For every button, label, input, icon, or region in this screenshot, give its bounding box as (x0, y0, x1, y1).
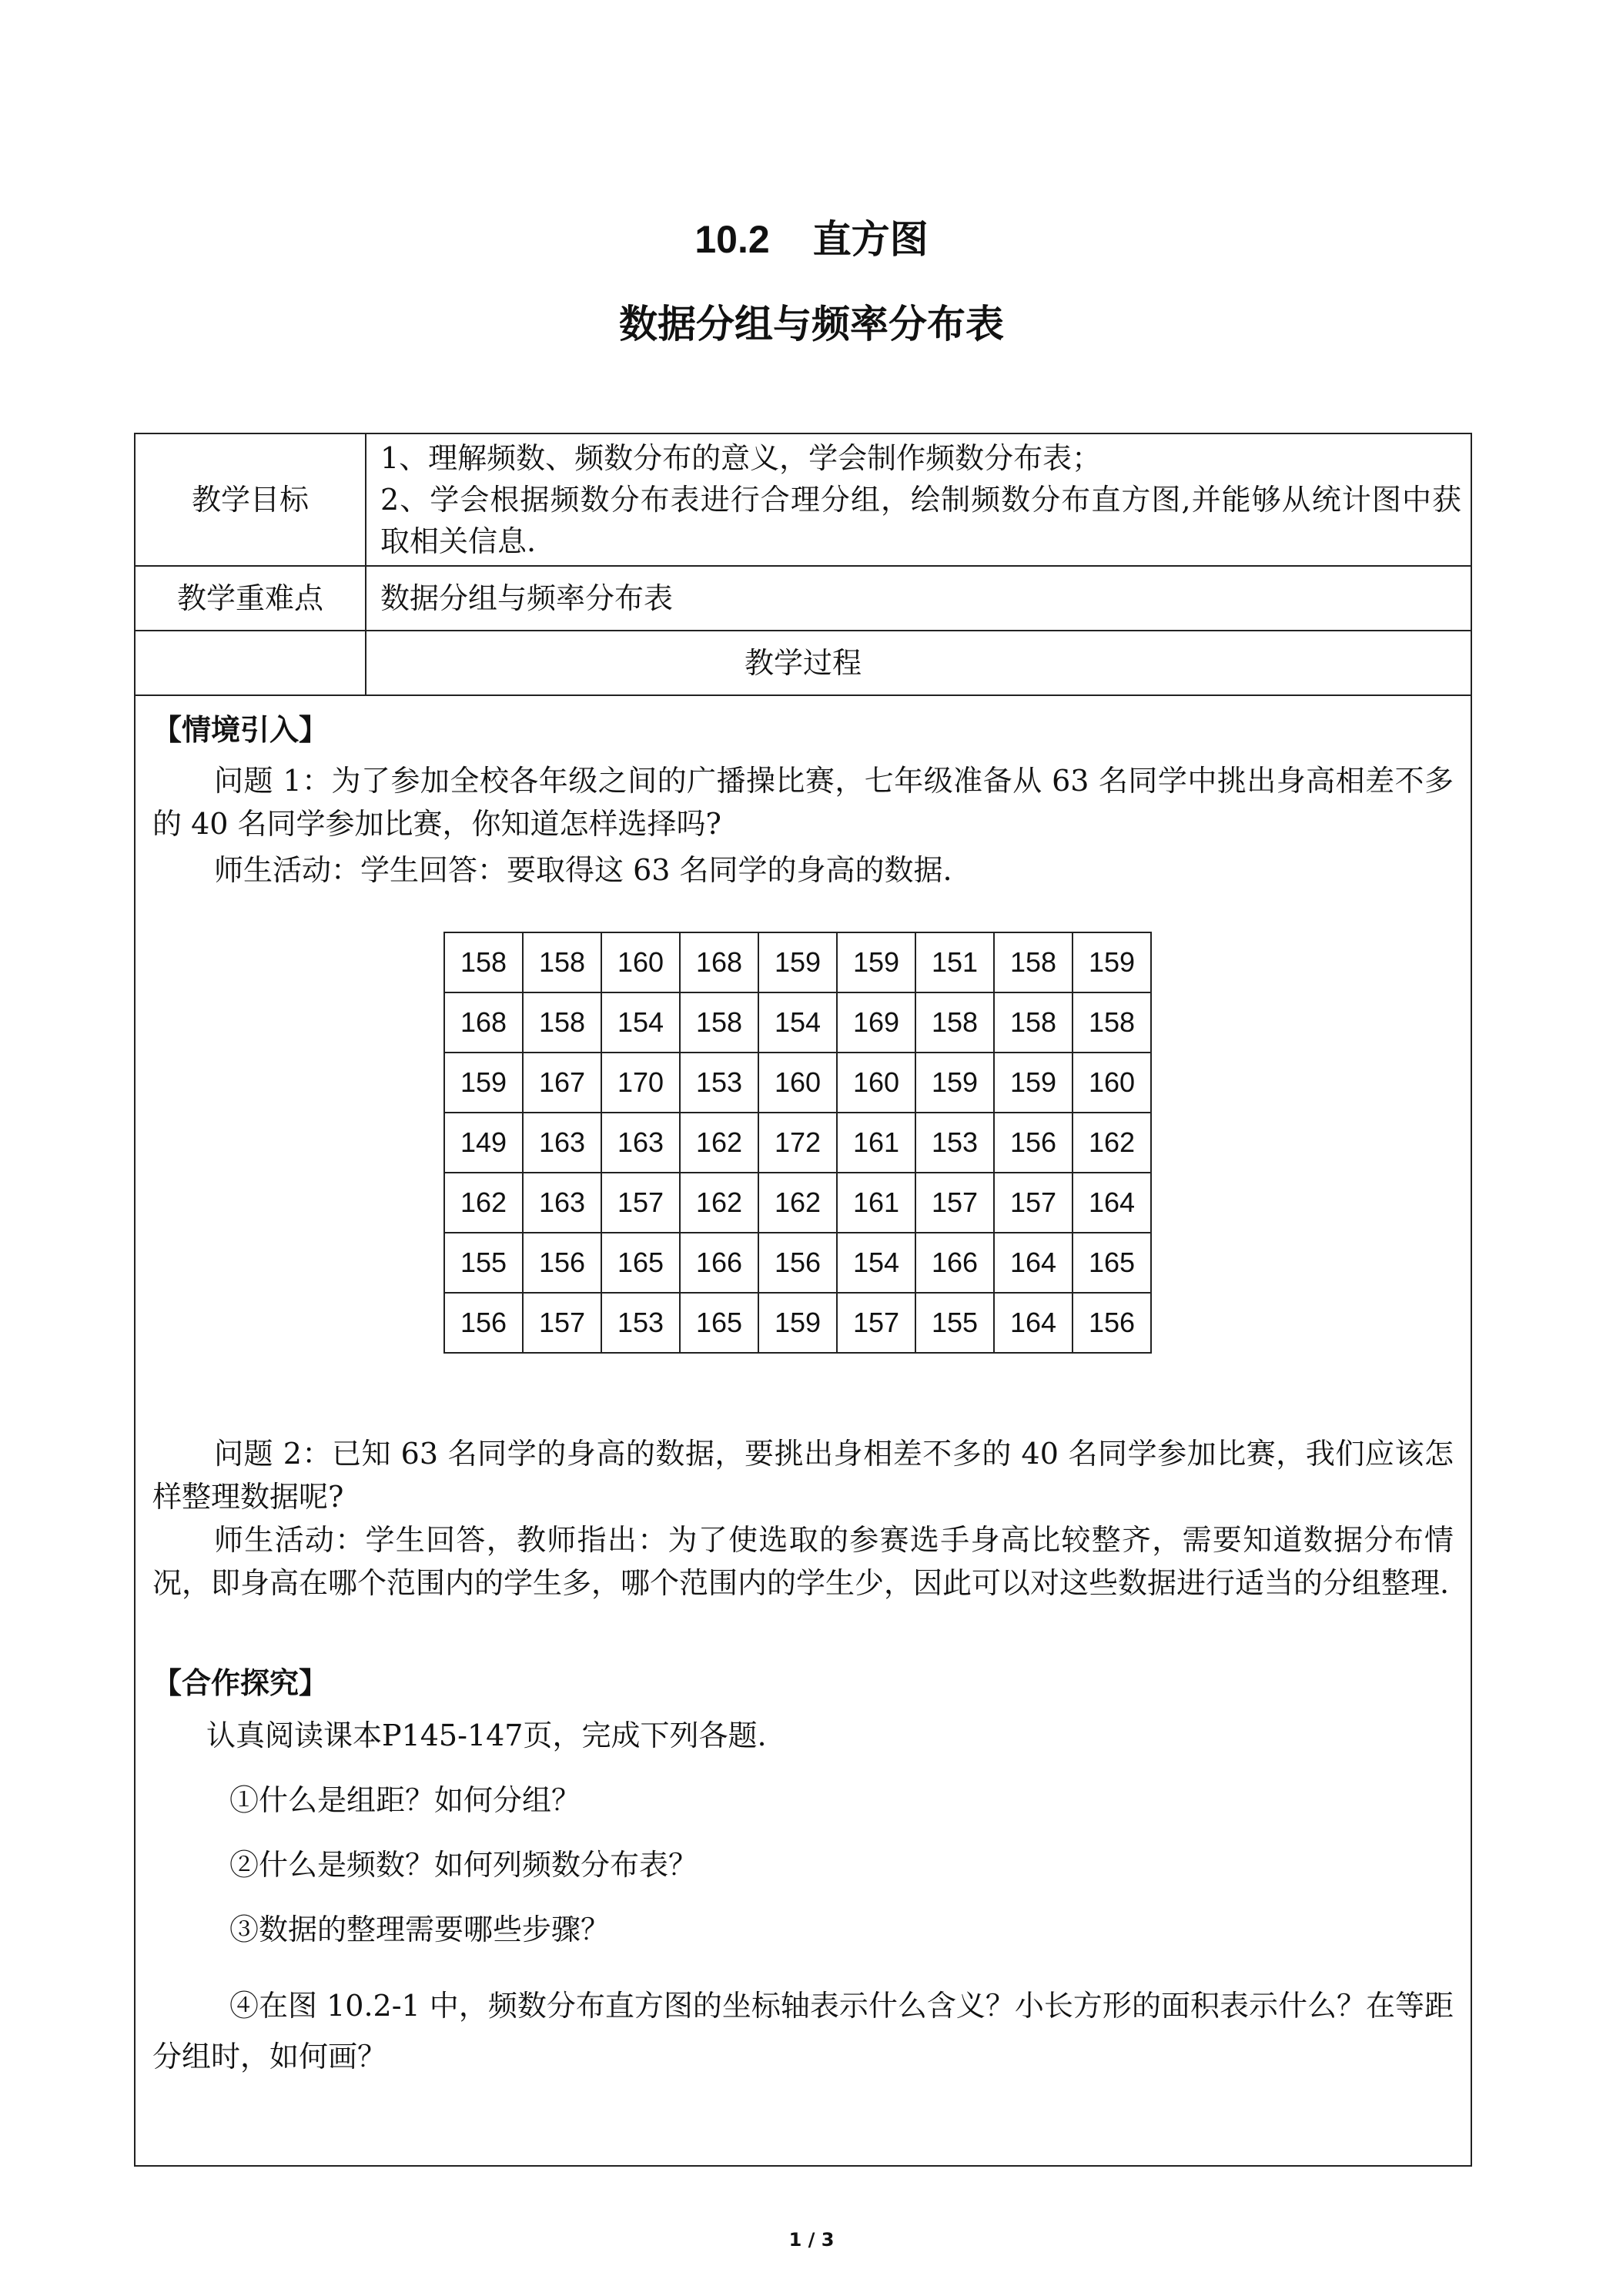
height-cell: 159 (758, 932, 837, 992)
height-cell: 158 (523, 932, 601, 992)
key-points-label: 教学重难点 (176, 581, 323, 615)
table-divider (134, 694, 1472, 696)
height-cell: 165 (1073, 1233, 1151, 1293)
height-cell: 164 (994, 1233, 1073, 1293)
explore-question: ③数据的整理需要哪些步骤？ (229, 1913, 611, 1946)
height-cell: 158 (1073, 992, 1151, 1053)
height-cell: 157 (915, 1173, 994, 1233)
height-cell: 158 (994, 932, 1073, 992)
objectives-label: 教学目标 (191, 483, 309, 517)
height-cell: 160 (1073, 1053, 1151, 1113)
explore-question: ②什么是频数？如何列频数分布表？ (229, 1848, 698, 1882)
height-cell: 155 (915, 1293, 994, 1353)
height-cell: 156 (994, 1113, 1073, 1173)
height-cell: 153 (601, 1293, 680, 1353)
objective-item: 1、理解频数、频数分布的意义，学会制作频数分布表； (380, 441, 1102, 475)
height-cell: 156 (444, 1293, 523, 1353)
explore-question: ④在图 10.2-1 中，频数分布直方图的坐标轴表示什么含义？小长方形的面积表示什么？在等距分组时，如何画？ (152, 1989, 1454, 2073)
height-cell: 156 (523, 1233, 601, 1293)
table-divider (134, 565, 1472, 567)
height-cell: 161 (837, 1173, 915, 1233)
height-cell: 151 (915, 932, 994, 992)
table-border-top (134, 433, 1472, 434)
objectives-content (380, 437, 1461, 562)
height-cell: 158 (523, 992, 601, 1053)
height-cell: 154 (601, 992, 680, 1053)
height-cell: 163 (601, 1113, 680, 1173)
height-cell: 159 (837, 932, 915, 992)
height-cell: 168 (680, 932, 758, 992)
height-cell: 162 (444, 1173, 523, 1233)
height-cell: 162 (758, 1173, 837, 1233)
height-cell: 169 (837, 992, 915, 1053)
heights-row (444, 1233, 1151, 1293)
intro-answer-1: 师生活动：学生回答：要取得这 63 名同学的身高的数据. (214, 853, 952, 887)
heights-row (444, 1173, 1151, 1233)
height-cell: 153 (915, 1113, 994, 1173)
heights-row (444, 1293, 1151, 1353)
height-cell: 156 (1073, 1293, 1151, 1353)
height-cell: 168 (444, 992, 523, 1053)
key-points-content: 数据分组与频率分布表 (380, 581, 674, 615)
page-title (0, 213, 1623, 266)
height-cell: 166 (680, 1233, 758, 1293)
height-cell: 157 (837, 1293, 915, 1353)
heights-row (444, 932, 1151, 992)
height-cell: 156 (758, 1233, 837, 1293)
intro-question-1: 问题 1：为了参加全校各年级之间的广播操比赛，七年级准备从 63 名同学中挑出身高相差不多的 40 名同学参加比赛，你知道怎样选择吗? (152, 764, 1454, 841)
height-cell: 158 (444, 932, 523, 992)
table-border-bottom (134, 2165, 1472, 2167)
height-cell: 149 (444, 1113, 523, 1173)
height-cell: 163 (523, 1173, 601, 1233)
height-cell: 159 (758, 1293, 837, 1353)
height-cell: 157 (994, 1173, 1073, 1233)
heights-row (444, 1113, 1151, 1173)
height-cell: 162 (1073, 1113, 1151, 1173)
intro-heading: 【情境引入】 (152, 713, 329, 747)
height-cell: 160 (758, 1053, 837, 1113)
height-cell: 159 (915, 1053, 994, 1113)
height-cell: 155 (444, 1233, 523, 1293)
height-cell: 157 (523, 1293, 601, 1353)
height-cell: 159 (444, 1053, 523, 1113)
intro-answer-2: 师生活动：学生回答，教师指出：为了使选取的参赛选手身高比较整齐，需要知道数据分布情况，即身高在哪个范围内的学生多，哪个范围内的学生少，因此可以对这些数据进行适当的分组整理. (152, 1523, 1454, 1600)
page-number: 1 / 3 (788, 2229, 835, 2251)
height-cell: 166 (915, 1233, 994, 1293)
height-cell: 157 (601, 1173, 680, 1233)
height-cell: 167 (523, 1053, 601, 1113)
explore-question: ①什么是组距？如何分组？ (229, 1783, 581, 1817)
height-cell: 164 (1073, 1173, 1151, 1233)
heights-row (444, 1053, 1151, 1113)
height-cell: 158 (994, 992, 1073, 1053)
height-cell: 165 (680, 1293, 758, 1353)
heights-row (444, 992, 1151, 1053)
table-divider (134, 630, 1472, 631)
heights-data-table (443, 932, 1152, 1354)
explore-instruction: 认真阅读课本P145-147页，完成下列各题. (206, 1719, 767, 1752)
process-label: 教学过程 (744, 646, 862, 680)
height-cell: 165 (601, 1233, 680, 1293)
height-cell: 161 (837, 1113, 915, 1173)
height-cell: 158 (915, 992, 994, 1053)
height-cell: 159 (1073, 932, 1151, 992)
height-cell: 170 (601, 1053, 680, 1113)
height-cell: 164 (994, 1293, 1073, 1353)
height-cell: 162 (680, 1173, 758, 1233)
height-cell: 153 (680, 1053, 758, 1113)
table-border-left (134, 433, 136, 2167)
height-cell: 160 (837, 1053, 915, 1113)
section-number: 10.2 (694, 218, 770, 261)
section-title: 直方图 (812, 217, 929, 262)
height-cell: 154 (837, 1233, 915, 1293)
height-cell: 172 (758, 1113, 837, 1173)
height-cell: 154 (758, 992, 837, 1053)
table-border-right (1471, 433, 1472, 2167)
height-cell: 162 (680, 1113, 758, 1173)
height-cell: 160 (601, 932, 680, 992)
explore-heading: 【合作探究】 (152, 1666, 329, 1700)
page-subtitle: 数据分组与频率分布表 (619, 302, 1004, 346)
height-cell: 163 (523, 1113, 601, 1173)
height-cell: 158 (680, 992, 758, 1053)
height-cell: 159 (994, 1053, 1073, 1113)
objective-item: 2、学会根据频数分布表进行合理分组，绘制频数分布直方图,并能够从统计图中获取相关信息. (380, 483, 1461, 558)
intro-question-2: 问题 2：已知 63 名同学的身高的数据，要挑出身相差不多的 40 名同学参加比赛，我们应该怎样整理数据呢? (152, 1437, 1454, 1514)
